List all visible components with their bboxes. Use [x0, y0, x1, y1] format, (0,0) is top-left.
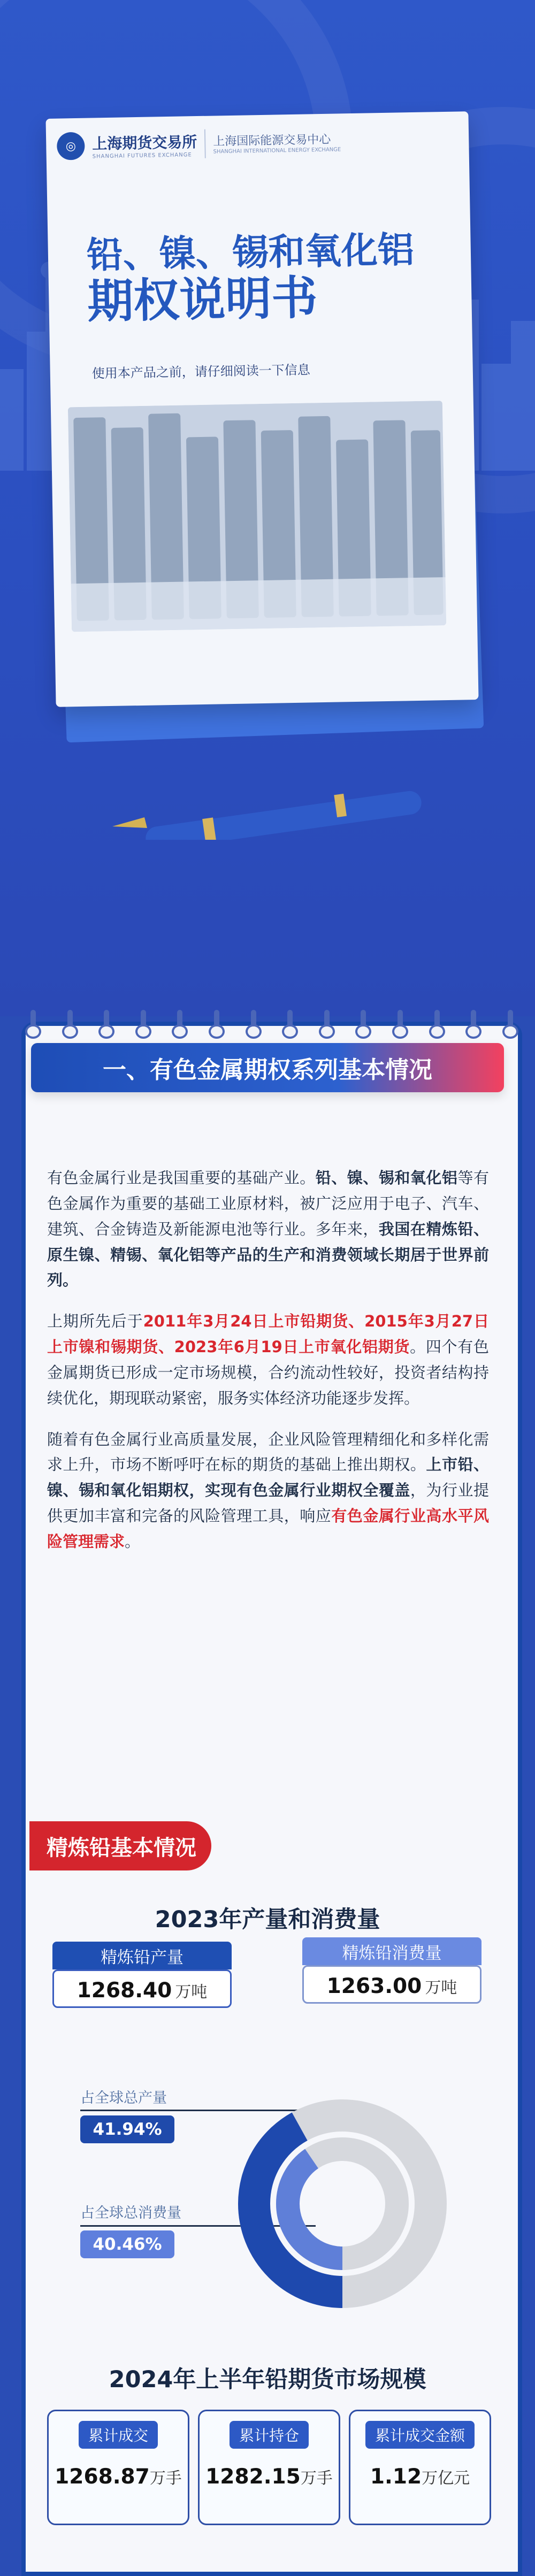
paragraph-2: [47, 1309, 489, 1411]
p1-bold-metals: 铅、镍、锡和氧化铝: [315, 1169, 458, 1187]
fountain-pen-icon: [112, 776, 455, 840]
cover-title-line2: 期权说明书: [87, 271, 318, 329]
cover-document: [51, 115, 490, 746]
metric-volume-unit: 万手: [149, 2469, 182, 2488]
paragraph-3: [47, 1427, 489, 1555]
consumption-value: 1263.00: [326, 1974, 422, 1998]
binder-rings: [22, 1010, 521, 1047]
share-production-pill: 41.94%: [80, 2115, 174, 2143]
p3-red-demand: 有色金属行业高水平风险管理需求: [47, 1507, 489, 1551]
binder-ring: [64, 1010, 77, 1039]
binder-ring: [504, 1010, 517, 1039]
production-box: [52, 1969, 232, 2008]
cover-title: [86, 230, 419, 328]
production-value: 1268.40: [77, 1979, 172, 2003]
share-consumption-pill: 40.46%: [80, 2230, 174, 2258]
metric-card-volume: [47, 2410, 189, 2525]
logo-divider: [204, 129, 206, 158]
cover-subtitle: 使用本产品之前，请仔细阅读一下信息: [91, 362, 310, 381]
p2-text-a: 上期所先后于: [47, 1312, 143, 1331]
p3-text-e: 。: [125, 1532, 141, 1551]
binder-ring: [357, 1010, 370, 1039]
share-donut-chart: [235, 2097, 449, 2311]
p3-text-c: ，为行业提供更加丰富和完备的风险管理工具，响应: [47, 1481, 489, 1525]
metric-card-turnover: [349, 2410, 491, 2525]
production-label: 精炼铅产量: [52, 1942, 232, 1969]
metric-card-open-interest: [198, 2410, 340, 2525]
binder-ring: [320, 1010, 333, 1039]
paragraph-1: [47, 1166, 489, 1293]
p1-text-a: 有色金属行业是我国重要的基础产业。: [47, 1169, 316, 1187]
consumption-label: 精炼铅消费量: [302, 1937, 482, 1965]
section-body: [47, 1150, 489, 1570]
consumption-unit: 万吨: [425, 1979, 457, 1997]
shfe-english-name: SHANGHAI FUTURES EXCHANGE: [92, 151, 192, 159]
cover-title-line1: 铅、镍、锡和氧化铝: [86, 229, 415, 277]
p1-text-c: 等有色金属作为重要的基础工业原材料，被广泛应用于电子、汽车、建筑、合金铸造及新能源电池等行业。多年来，: [47, 1169, 489, 1238]
metric-volume-label: 累计成交: [79, 2421, 158, 2449]
binder-ring: [27, 1010, 40, 1039]
p2-red-dates: 2011年3月24日上市铅期货、2015年3月27日上市镍和锡期货、2023年6月19日上市氧化铝期货: [47, 1312, 489, 1356]
paper-sheet: [45, 111, 478, 707]
title-2023: 2023年产量和消费量: [155, 1906, 380, 1933]
binder-ring: [137, 1010, 150, 1039]
share-production-label: 占全球总产量: [80, 2090, 167, 2106]
binder-ring: [467, 1010, 480, 1039]
metric-oi-value: 1282.15: [205, 2465, 301, 2489]
share-consumption-label: 占全球总消费量: [80, 2205, 181, 2221]
binder-ring: [173, 1010, 186, 1039]
ine-english-name: SHANGHAI INTERNATIONAL ENERGY EXCHANGE: [213, 147, 341, 155]
p3-text-a: 随着有色金属行业高质量发展，企业风险管理精细化和多样化需求上升，市场不断呼吁在标的期货的基础上推出期权。: [47, 1430, 489, 1474]
section-header-title: 一、有色金属期权系列基本情况: [103, 1056, 432, 1084]
exchange-logos: [57, 127, 341, 160]
metric-volume-value: 1268.87: [55, 2465, 150, 2489]
binder-ring: [210, 1010, 223, 1039]
ine-name: 上海国际能源交易中心: [213, 133, 331, 149]
production-unit: 万吨: [175, 1983, 208, 2002]
p3-bold-coverage: 上市铅、镍、锡和氧化铝期权，实现有色金属行业期权全覆盖: [47, 1455, 489, 1500]
consumption-box: [302, 1965, 482, 2004]
shfe-logo-icon: ◎: [57, 132, 85, 160]
metric-turnover-unit: 万亿元: [422, 2469, 470, 2488]
binder-ring: [284, 1010, 296, 1039]
binder-ring: [247, 1010, 260, 1039]
p1-bold-ranking: 我国在精炼铅、原生镍、精锡、氧化铝等产品的生产和消费领域长期居于世界前列。: [47, 1220, 489, 1290]
shfe-name: 上海期货交易所: [91, 133, 197, 152]
metric-turnover-label: 累计成交金额: [365, 2421, 475, 2449]
binder-ring: [100, 1010, 113, 1039]
p2-text-c: 。四个有色金属期货已形成一定市场规模，合约流动性较好，投资者结构持续优化，期现联动紧密，服务实体经济功能逐步发挥。: [47, 1338, 489, 1407]
binder-ring: [394, 1010, 407, 1039]
hero-cover: [0, 0, 535, 1016]
section-header: [31, 1043, 504, 1092]
binder-ring: [431, 1010, 444, 1039]
lead-tag: [29, 1821, 211, 1870]
title-2024: 2024年上半年铅期货市场规模: [109, 2366, 426, 2393]
metric-oi-label: 累计持仓: [230, 2421, 309, 2449]
metal-ingots-image: [68, 401, 446, 632]
lead-tag-label: 精炼铅基本情况: [47, 1835, 196, 1860]
metric-oi-unit: 万手: [300, 2469, 333, 2488]
metric-turnover-value: 1.12: [370, 2465, 422, 2489]
